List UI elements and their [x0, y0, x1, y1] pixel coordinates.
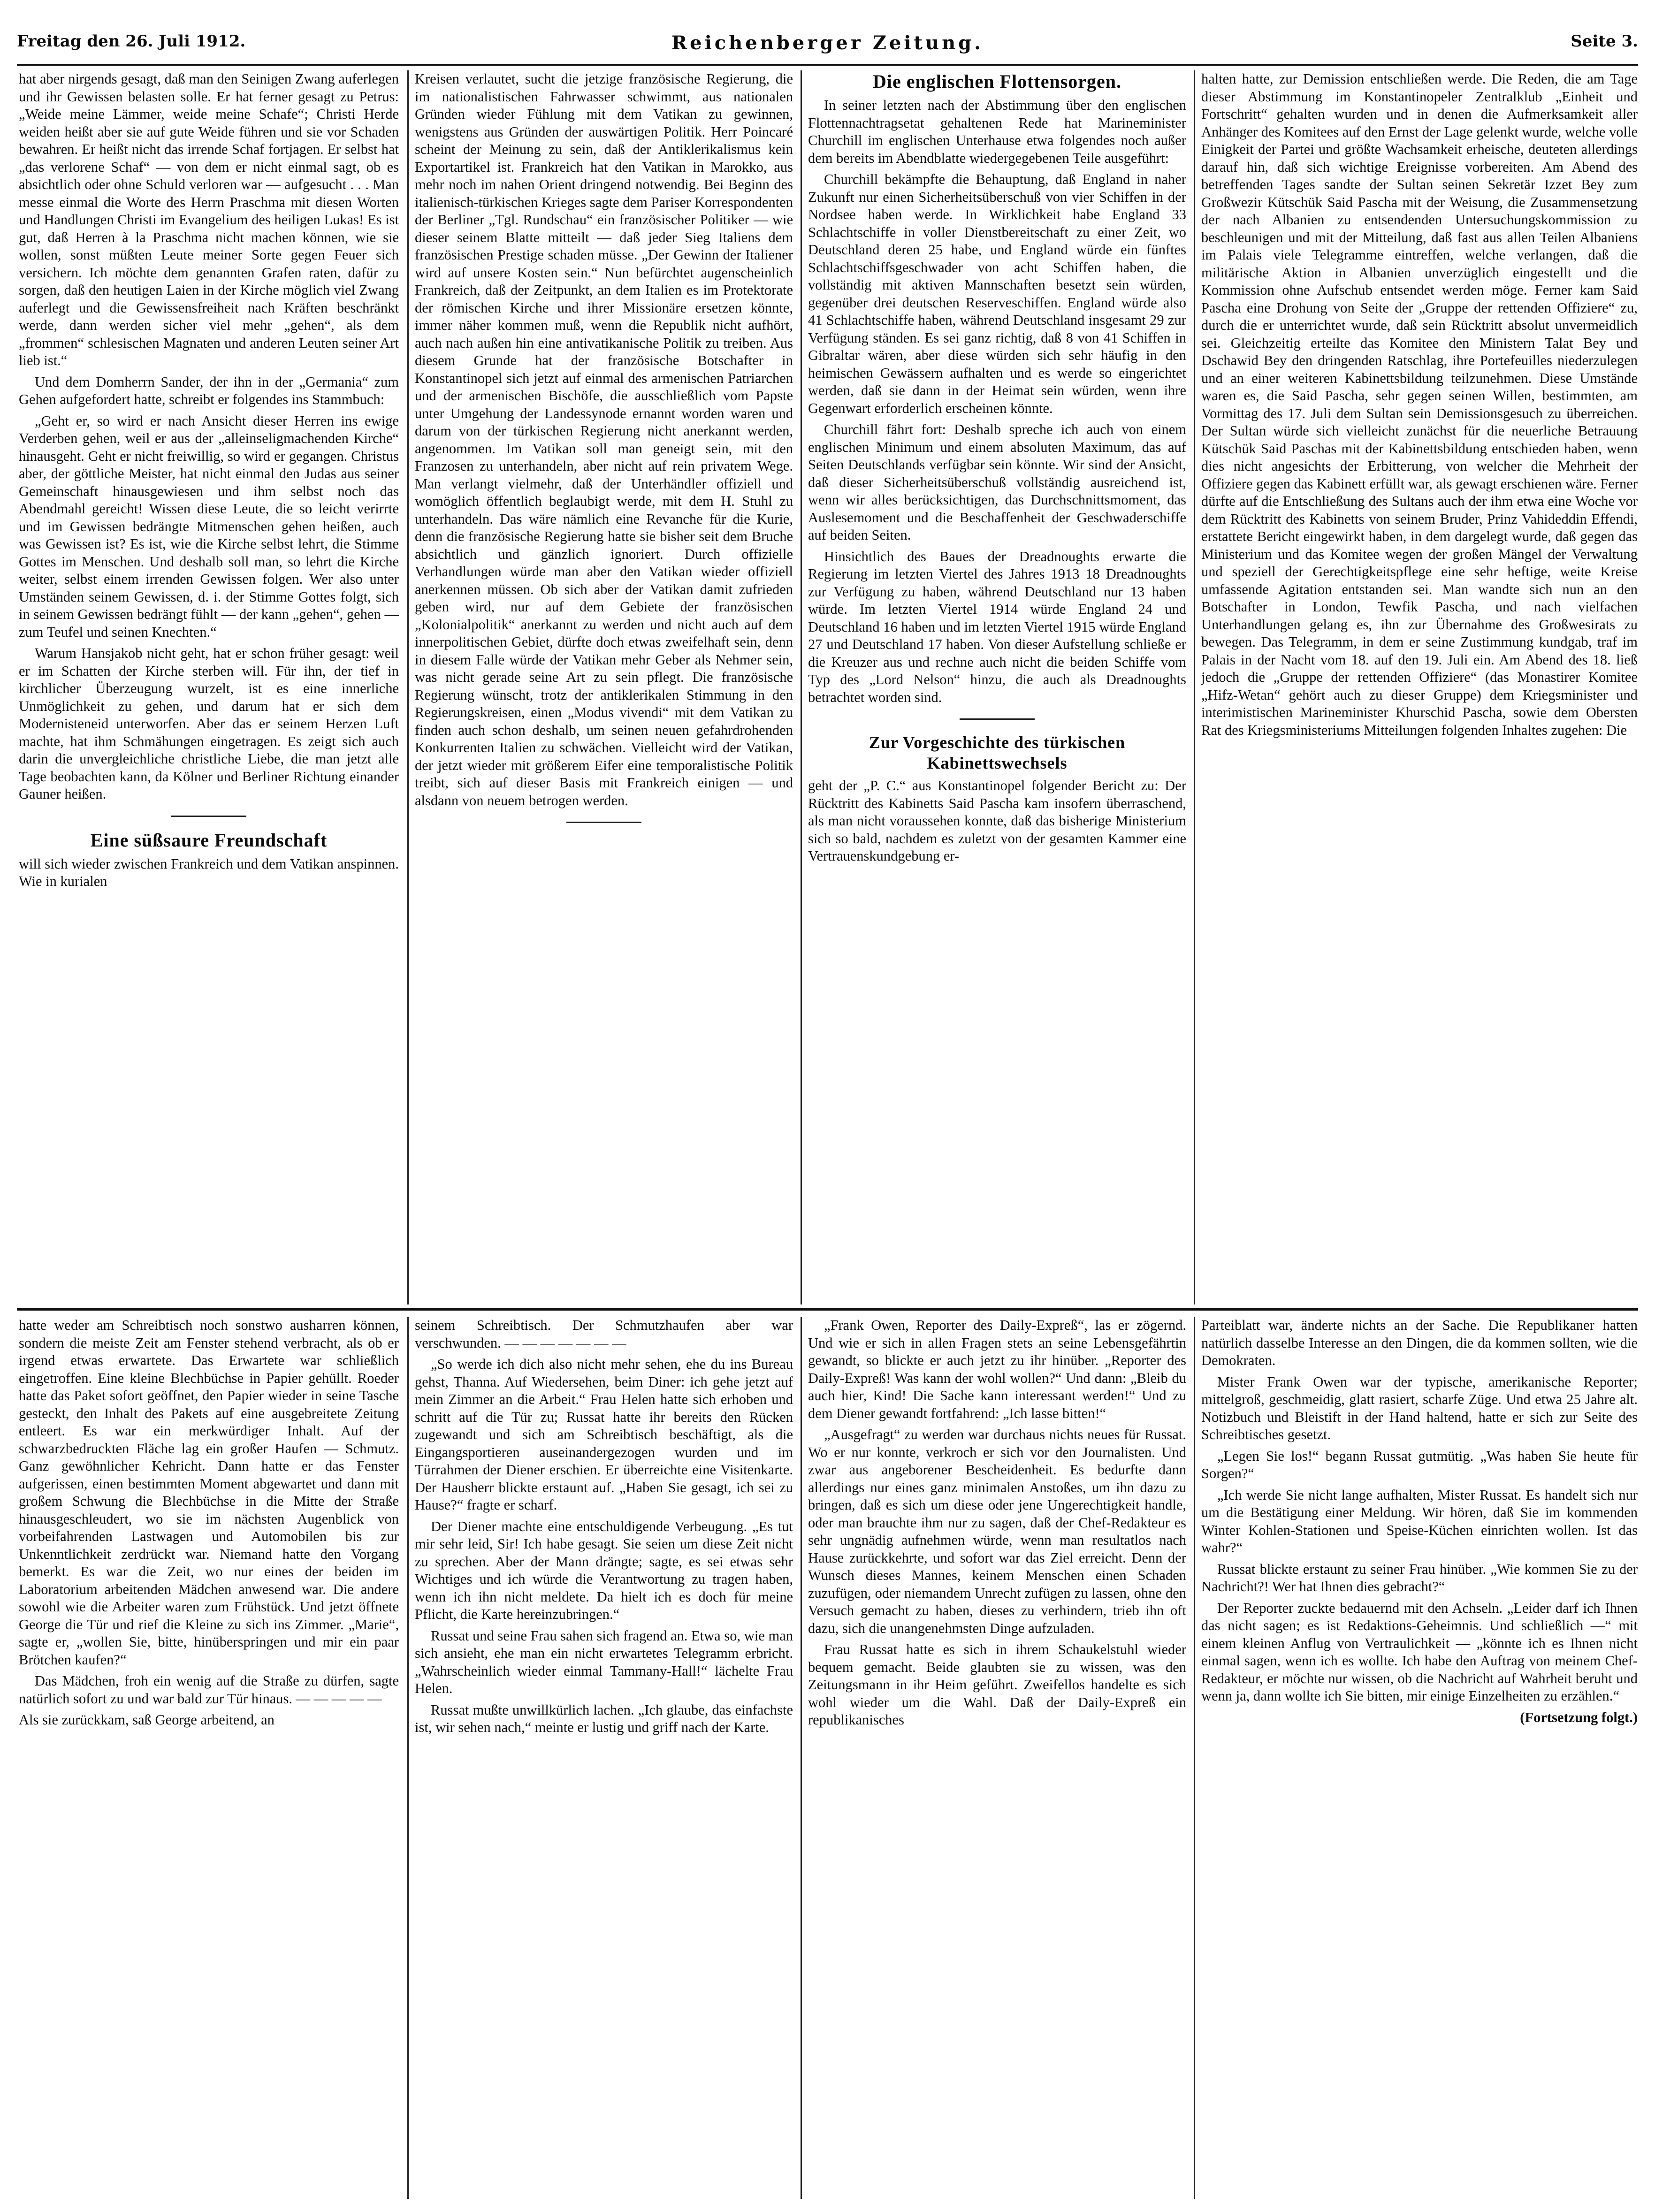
paragraph: Russat blickte erstaunt zu seiner Frau hinüber. „Wie kommen Sie zu der Nachricht?! Wer hat Ihnen dies gebracht?“ — [1201, 1561, 1638, 1594]
newspaper-title: Reichenberger Zeitung. — [671, 32, 984, 54]
paragraph: Russat mußte unwillkürlich lachen. „Ich glaube, das einfachste ist, wir sehen nach,“ meinte er lustig und griff nach der Karte. — [415, 1701, 793, 1735]
paragraph: Der Diener machte eine entschuldigende Verbeugung. „Es tut mir sehr leid, Sir! Ich habe gesagt. Sie seien um diese Zeit nicht zu sprechen. Aber der Mann drängte; sagte, es sei etwas sehr Wichtiges und ich würde die Verantwortung zu tragen haben, wenn ich ihn nicht meldete. Da hielt ich es doch für meine Pflicht, die Karte hereinzubringen.“ — [415, 1518, 793, 1622]
article-headline: Die englischen Flottensorgen. — [872, 71, 1122, 92]
column-divider — [1194, 1317, 1195, 2199]
paragraph: geht der „P. C.“ aus Konstantinopel folgender Bericht zu: Der Rücktritt des Kabinetts Said Pascha kam insofern überraschend, als man nicht voraussehen konnte, daß das bisherige Ministerium sich so bald, nachdem es zuletzt von der gesamten Kammer eine Vertrauenskundgebung er- — [808, 778, 1186, 864]
column-divider — [801, 70, 802, 1304]
paragraph: Mister Frank Owen war der typische, amerikanische Reporter; mittelgroß, geschmeidig, glatt rasiert, scharfe Züge. Und etwa 25 Jahre alt. Notizbuch und Bleistift in der Hand haltend, hatte er sich zur Seite des Schreibtisches gesetzt. — [1201, 1373, 1638, 1442]
paragraph: seinem Schreibtisch. Der Schmutzhaufen aber war verschwunden. — — — — — — — — [415, 1317, 793, 1351]
paragraph: „Frank Owen, Reporter des Daily-Expreß“, las er zögernd. Und wie er sich in allen Fragen stets an seine Lebensgefährtin gewandt, so blickte er auch jetzt zu ihr hinüber. „Reporter des Daily-Expreß! Was kann der wohl wollen?“ Und dann: „Bleib du auch hier, Kind! Die Sache kann interessant werden!“ Und zu dem Diener gewandt fortfahrend: „Ich lasse bitten!“ — [808, 1317, 1186, 1421]
top-column-1 — [19, 70, 399, 1300]
article-headline: Zur Vorgeschichte des türkischen Kabinettswechsels — [869, 733, 1126, 772]
feuilleton-rule — [17, 1308, 1638, 1311]
continuation-note: (Fortsetzung folgt.) — [1520, 1709, 1638, 1725]
paragraph: Und dem Domherrn Sander, der ihn in der „Germania“ zum Gehen aufgefordert hatte, schreibt er folgendes ins Stammbuch: — [19, 374, 399, 407]
header-rule — [17, 64, 1638, 66]
paragraph: „Legen Sie los!“ begann Russat gutmütig. „Was haben Sie heute für Sorgen?“ — [1201, 1448, 1638, 1481]
column-divider — [801, 1317, 802, 2199]
top-column-4 — [1201, 70, 1638, 1300]
paragraph: Churchill fährt fort: Deshalb spreche ich auch von einem englischen Minimum und einem absoluten Maximum, das auf Seiten Deutschlands verfügbar sein könnte. Wir sind der Ansicht, daß dieser Sicherheitsüberschuß vollständig ausreichend ist, wenn wir alles berücksichtigen, das Durchschnittsmoment, das Auslesemoment und die Beschaffenheit der Geschwaderschiffe auf beiden Seiten. — [808, 421, 1186, 543]
column-divider — [407, 1317, 409, 2199]
paragraph: Der Reporter zuckte bedauernd mit den Achseln. „Leider darf ich Ihnen das nicht sagen; es ist Redaktions-Geheimnis. Und schließlich —“ mit einem kleinen Anflug von Vertraulichkeit — „könnte ich es Ihnen nicht einmal sagen, wenn ich es wollte. Ich habe den Auftrag von meinem Chef-Redakteur, er möchte nur wissen, ob die Nachricht auf Wahrheit beruht und wenn ja, dann wollte ich Sie bitten, mir einige Einzelheiten zu erzählen.“ — [1201, 1600, 1638, 1704]
top-column-2 — [415, 70, 793, 1300]
paragraph: Warum Hansjakob nicht geht, hat er schon früher gesagt: weil er im Schatten der Kirche sterben will. Für ihn, der tief in kirchlicher Überzeugung wurzelt, ist es eine innerliche Unmöglichkeit zu gehen, und darum hat er sich dem Modernisteneid unterworfen. Aber das er seinem Herzen Luft machte, hat ihm Schmähungen eingetragen. Es zeigt sich auch darin die unvergleichliche christliche Liebe, die man jetzt alle Tage beobachten kann, da Kölner und Berliner Richtung einander Gauner heißen. — [19, 645, 399, 802]
section-separator — [960, 718, 1035, 720]
page-header — [17, 32, 1638, 61]
section-separator — [566, 822, 641, 823]
paragraph: „Ausgefragt“ zu werden war durchaus nichts neues für Russat. Wo er nur konnte, verkroch er sich vor den Journalisten. Und zwar aus angeborener Bescheidenheit. Es bedurfte dann allerdings nur eines ganz minimalen Anstoßes, um ihn dazu zu bringen, daß es sich um diese oder jene Ungerechtigkeit handle, oder man brauchte ihm nur zu sagen, daß der Chef-Redakteur es sehr ungnädig aufnehmen würde, wenn man resultatlos nach Hause zurückkehrte, und sofort war das Ziel erreicht. Denn der Wunsch dieses Mannes, keinem Menschen einen Schaden zuzufügen, oder niemandem Unrecht zufügen zu lassen, ohne den Versuch gemacht zu haben, dieses zu verhindern, trieb ihn oft dazu, sich die unangenehmsten Dinge aufzuladen. — [808, 1426, 1186, 1636]
top-column-3 — [808, 70, 1186, 1300]
paragraph: Churchill bekämpfte die Behauptung, daß England in naher Zukunft nur einen Sicherheitsüberschuß von vier Schiffen in der Nordsee haben werde. In Wirklichkeit habe England 33 Schlachtschiffe in voller Dienstbereitschaft zu einer Zeit, wo Deutschland deren 25 habe, und England würde ein fünftes Schlachtschiffsgeschwader von acht Schiffen haben, die vollständig mit aktiven Mannschaften besetzt sein würden, gegenüber drei deutschen Reserveschiffen. England würde also 41 Schlachtschiffe haben, während Deutschland insgesamt 29 zur Verfügung ständen. Es sei ganz richtig, daß 8 von 41 Schiffen in Gibraltar wären, aber diese würden sich sehr häufig in den heimischen Gewässern aufhalten und es werde so eingerichtet werden, daß sie dann in der Heimat sein würden, wenn ihre Gegenwart erforderlich erscheinen könnte. — [808, 171, 1186, 416]
header-date: Freitag den 26. Juli 1912. — [17, 32, 246, 51]
paragraph: Als sie zurückkam, saß George arbeitend, an — [19, 1712, 275, 1728]
paragraph: Das Mädchen, froh ein wenig auf die Straße zu dürfen, sagte natürlich sofort zu und war bald zur Tür hinaus. — — — — — — [19, 1673, 399, 1707]
column-divider — [1194, 70, 1195, 1304]
paragraph: In seiner letzten nach der Abstimmung über den englischen Flottennachtragsetat gehaltenen Rede hat Marineminister Churchill im englischen Unterhause etwa folgendes noch außer dem bereits im Abendblatte wiedergegebenen Teile ausgeführt: — [808, 97, 1186, 166]
paragraph: Russat und seine Frau sahen sich fragend an. Etwa so, wie man sich ansieht, ehe man ein nicht erwartetes Telegramm erbricht. „Wahrscheinlich wieder einmal Tammany-Hall!“ lächelte Frau Helen. — [415, 1627, 793, 1696]
article-headline: Eine süßsaure Freundschaft — [90, 829, 328, 851]
section-separator — [171, 816, 246, 817]
paragraph: „So werde ich dich also nicht mehr sehen, ehe du ins Bureau gehst, Thanna. Auf Wiedersehen, beim Diner: ich gehe jetzt auf mein Zimmer an die Arbeit.“ Frau Helen hatte sich erhoben und schritt auf die Tür zu; Russat hatte ihr bereits den Rücken zugewandt und sich am Schreibtisch beschäftigt, als die Eingangsportieren auseinandergezogen wurden und im Türrahmen der Diener erschien. Er überreichte eine Visitenkarte. Der Hausherr blickte erstaunt auf. „Haben Sie gesagt, ich sei zu Hause?“ fragte er scharf. — [415, 1356, 793, 1513]
feuilleton-column-1 — [19, 1317, 399, 2199]
paragraph: Kreisen verlautet, sucht die jetzige französische Regierung, die im nationalistischen Fahrwasser schwimmt, aus nationalen Gründen wieder Fühlung mit dem Vatikan zu gewinnen, wenigstens aus Gründen der auswärtigen Politik. Herr Poincaré scheint der Meinung zu sein, daß der Antiklerikalismus kein Exportartikel ist. Frankreich hat den Vatikan in Marokko, aus mehr noch im nahen Orient dringend notwendig. Bei Beginn des italienisch-türkischen Krieges sagte dem Pariser Korrespondenten der Berliner „Tgl. Rundschau“ ein französischer Politiker — wie dieser seinem Blatte mitteilt — daß jeder Sieg Italiens dem französischen Prestige schaden müsse. „Der Gewinn der Italiener wird auf unsere Kosten sein.“ Nun befürchtet augenscheinlich Frankreich, daß der Zeitpunkt, an dem Italien es im Protektorate der römischen Kirche und ihrer Missionäre ersetzen könnte, immer näher kommen muß, wenn die Republik nicht aufhört, auch nach außen hin eine antivatikanische Politik zu treiben. Aus diesem Grunde hat der französische Botschafter in Konstantinopel sich jetzt auf einmal des armenischen Patriarchen und der armenischen Bischöfe, die ausschließlich vom Papste unter Umgehung der Landessynode ernannt worden waren und darum von der türkischen Regierung nicht anerkannt werden, angenommen. Im Vatikan soll man geneigt sein, mit den Franzosen zu unterhandeln, aber nicht auf rein privatem Wege. Man verlangt vielmehr, daß der Unterhändler offiziell und womöglich öffentlich beglaubigt werde, mit dem H. Stuhl zu unterhandeln. Das wäre nämlich eine Revanche für die Kurie, denn die französische Regierung hatte sie bisher seit dem Bruche absichtlich und gänzlich ignoriert. Durch offizielle Verhandlungen würde man aber den Vatikan wieder offiziell anerkennen müssen. Ob sich aber der Vatikan damit zufrieden geben wird, nur auf dem Gebiete der französischen „Kolonialpolitik“ anerkannt zu werden und nicht auch auf dem innerpolitischen Gebiet, dürfte doch etwas zweifelhaft sein, denn in diesem Falle würde der Vatikan mehr Geber als Nehmer sein, was nicht gerade seine Art zu sein pflegt. Die französische Regierung wünscht, trotz der antiklerikalen Stimmung in den Regierungskreisen, einen „Modus vivendi“ mit dem Vatikan zu finden auch schon deshalb, um seinen neuen gefahrdrohenden Konkurrenten Italien zu schwächen. Vielleicht wird der Vatikan, der jetzt wieder mit größerem Eifer eine temporalistische Politik treibt, sich auf dieser Basis mit Frankreich einigen — und alsdann von neuem betrogen werden. — [415, 71, 793, 809]
feuilleton-column-3 — [808, 1317, 1186, 2199]
paragraph: „Geht er, so wird er nach Ansicht dieser Herren ins ewige Verderben gehen, weil er aus der „alleinseligmachenden Kirche“ hinausgeht. Geht er nicht freiwillig, so wird er gegangen. Christus aber, der göttliche Meister, hat nicht einmal den Judas aus seiner Gemeinschaft hinausgewiesen und ihm selbst noch das Abendmahl gereicht! Wissen diese Leute, die so leicht verirrte und im Gewissen bedrängte Mitmenschen gehen heißen, auch was Gewissen ist? Es ist, wie die Kirche selbst lehrt, die Stimme Gottes im Menschen. Und deshalb soll man, so lehrt die Kirche weiter, selbst einem irrenden Gewissen folgen. Wer also unter Umständen seinem Gewissen, d. i. der Stimme Gottes folgt, sich in seinem Gewissen bedrängt fühlt — der kann „gehen“, gehen — zum Teufel und seinen Knechten.“ — [19, 412, 399, 640]
paragraph: hat aber nirgends gesagt, daß man den Seinigen Zwang auferlegen und ihr Gewissen belasten solle. Er hat ferner gesagt zu Petrus: „Weide meine Lämmer, weide meine Schafe“; Christi Herde weiden heißt aber sie auf gute Weide führen und sie vor Schaden bewahren. Er heißt nicht das irrende Schaf fortjagen. Er selbst hat „das verlorene Schaf“ — von dem er nicht einmal sagt, ob es absichtlich oder ohne Schuld verloren war — aufgesucht . . . Man messe einmal die Worte des Herrn Praschma mit diesen Worten und Handlungen Christi im Evangelium des heiligen Lukas! Es ist gut, daß Herren à la Praschma nicht machen können, wie sie wollen, sonst müßten Leute meiner Sorte gegen Feuer sich versichern. Ich möchte dem genannten Grafen raten, dafür zu sorgen, daß den heutigen Laien in der Kirche möglich viel Zwang auferlegt und die Gewissensfreiheit nach Kräften beschränkt werde, dann werden sicher viel mehr „gehen“, als dem „frommen“ schlesischen Magnaten und anderen Leuten seiner Art lieb ist.“ — [19, 71, 399, 368]
feuilleton-column-2 — [415, 1317, 793, 2199]
paragraph: Parteiblatt war, änderte nichts an der Sache. Die Republikaner hatten natürlich dasselbe Interesse an den Dingen, die da kommen sollten, wie die Demokraten. — [1201, 1317, 1638, 1368]
paragraph: „Ich werde Sie nicht lange aufhalten, Mister Russat. Es handelt sich nur um die Bestätigung einer Meldung. Wir hören, daß Sie im kommenden Winter Kohlen-Stationen und Speise-Küchen einrichten wollen. Ist das wahr?“ — [1201, 1487, 1638, 1556]
paragraph: Frau Russat hatte es sich in ihrem Schaukelstuhl wieder bequem gemacht. Beide glaubten sie zu wissen, was den Zeitungsmann in ihr Heim geführt. Zweifellos handelte es sich wohl wieder um die Wahl. Daß der Daily-Expreß ein republikanisches — [808, 1641, 1186, 1728]
page-number: Seite 3. — [1571, 32, 1638, 51]
column-divider — [407, 70, 409, 1304]
paragraph: hatte weder am Schreibtisch noch sonstwo ausharren können, sondern die meiste Zeit am Fenster stehend verbracht, als ob er irgend etwas erwartete. Das Erwartete war schließlich eingetroffen. Eine kleine Blechbüchse in Papier gehüllt. Roeder hatte das Paket sofort geöffnet, den Papier wieder in seine Tasche gesteckt, den Inhalt des Pakets auf eine ausgebreitete Zeitung entleert. Es war ein merkwürdiger Inhalt. Auf der schwarzbedruckten Fläche lag ein großer Haufen — Schmutz. Ganz gewöhnlicher Kehricht. Dann hatte er das Fenster aufgerissen, einen bestimmten Moment abgewartet und dann mit großem Schwung die Blechbüchse in die Mitte der Straße hinausgeschleudert, wo sie im nächsten Augenblick von vorbeifahrenden Lastwagen und Automobilen bis zur Unkenntlichkeit zerdrückt war. Niemand hatte den Vorgang bemerkt. Es war die Zeit, wo nur eines der beiden im Laboratorium arbeitenden Mädchen anwesend war. Die andere sowohl wie die Arbeiter waren zum Frühstück. Und jetzt öffnete George die Tür und rief die Kleine zu sich ins Zimmer. „Marie“, sagte er, „wollen Sie, bitte, hinüberspringen und mir ein paar Brötchen kaufen?“ — [19, 1317, 399, 1668]
feuilleton-column-4 — [1201, 1317, 1638, 2199]
paragraph: will sich wieder zwischen Frankreich und dem Vatikan anspinnen. Wie in kurialen — [19, 855, 399, 889]
paragraph: Hinsichtlich des Baues der Dreadnoughts erwarte die Regierung im letzten Viertel des Jahres 1913 18 Dreadnoughts zur Verfügung zu haben, während Deutschland nur 13 haben würde. Im letzten Viertel 1914 würde England 24 und Deutschland 16 haben und im letzten Viertel 1915 würde England 27 und Deutschland 17 haben. Von dieser Aufstellung schließe er die Kreuzer aus und rechne auch nicht die beiden Schiffe vom Typ des „Lord Nelson“ hinzu, die auch als Dreadnoughts betrachtet worden sind. — [808, 548, 1186, 705]
paragraph: halten hatte, zur Demission entschließen werde. Die Reden, die am Tage dieser Abstimmung im Konstantinopeler Zentralklub „Einheit und Fortschritt“ gehalten wurden und in denen die Aufmerksamkeit aller Anhänger des Komitees auf den Ernst der Lage gelenkt wurde, welche volle Einigkeit der Partei und größte Wachsamkeit erheische, deuteten allerdings darauf hin, daß sich wichtige Ereignisse vorbereiten. Am Abend des betreffenden Tages sandte der Sultan seinen Sekretär Izzet Bey zum Großwezir Kütschük Said Pascha mit der Weisung, die Zusammensetzung der nach Albanien zu entsendenden Untersuchungskommission zu beschleunigen und mit der Mitteilung, daß fast aus allen Teilen Albaniens im Palais viele Telegramme eintreffen, welche verlangen, daß die militärische Aktion in Albanien unverzüglich eingestellt und die Kommission ohne Aufschub entsendet werden möge. Ferner kam Said Pascha eine Drohung von Seite der „Gruppe der rettenden Offiziere“ zu, durch die er unterrichtet wurde, daß sein Rücktritt absolut unvermeidlich sei. Gleichzeitig erteilte das Komitee den Ministern Talat Bey und Dschawid Bey den dringenden Ratschlag, ihre Portefeuilles niederzulegen und an einer weiteren Kabinettsbildung teilzunehmen. Diese Umstände waren es, die Said Pascha, sehr gegen seinen Willen, bestimmten, am Vormittag des 17. Juli dem Sultan sein Demissionsgesuch zu überreichen. Der Sultan würde sich vielleicht zunächst für die neuerliche Betrauung Kütschük Said Paschas mit der Kabinettsbildung entschieden haben, wenn dies nicht angesichts der Erbitterung, von welcher die Mehrheit der Offiziere gegen das Kabinett erfüllt war, als gewagt erschienen wäre. Ferner dürfte auf die Entschließung des Sultans auch der ihm etwa eine Woche vor dem Rücktritt des Kabinetts von seinem Bruder, Prinz Vahideddin Effendi, erstattete Bericht eingewirkt haben, in dem dargelegt wurde, daß gegen das Ministerium und das Komitee wegen der großen Mängel der Verwaltung und speziell der Gerechtigkeitspflege eine sehr heftige, weite Kreise umfassende Agitation entstanden sei. Man wandte sich nun an den Botschafter in London, Tewfik Pascha, und nach vielfachen Unterhandlungen gelang es, ihn zur Übernahme des Großwesirats zu bewegen. Das Telegramm, in dem er seine Zustimmung kundgab, traf im Palais in der Nacht vom 18. auf den 19. Juli ein. Am Abend des 18. ließ jedoch die „Gruppe der rettenden Offiziere“ (das Monastirer Komitee „Hifz-Wetan“ gehört auch zu dieser Gruppe) dem Kriegsminister und interimistischen Marineminister Khurschid Pascha, sowie dem Obersten Rat des Kriegsministeriums Mitteilungen folgenden Inhaltes zugehen: Die — [1201, 71, 1638, 738]
